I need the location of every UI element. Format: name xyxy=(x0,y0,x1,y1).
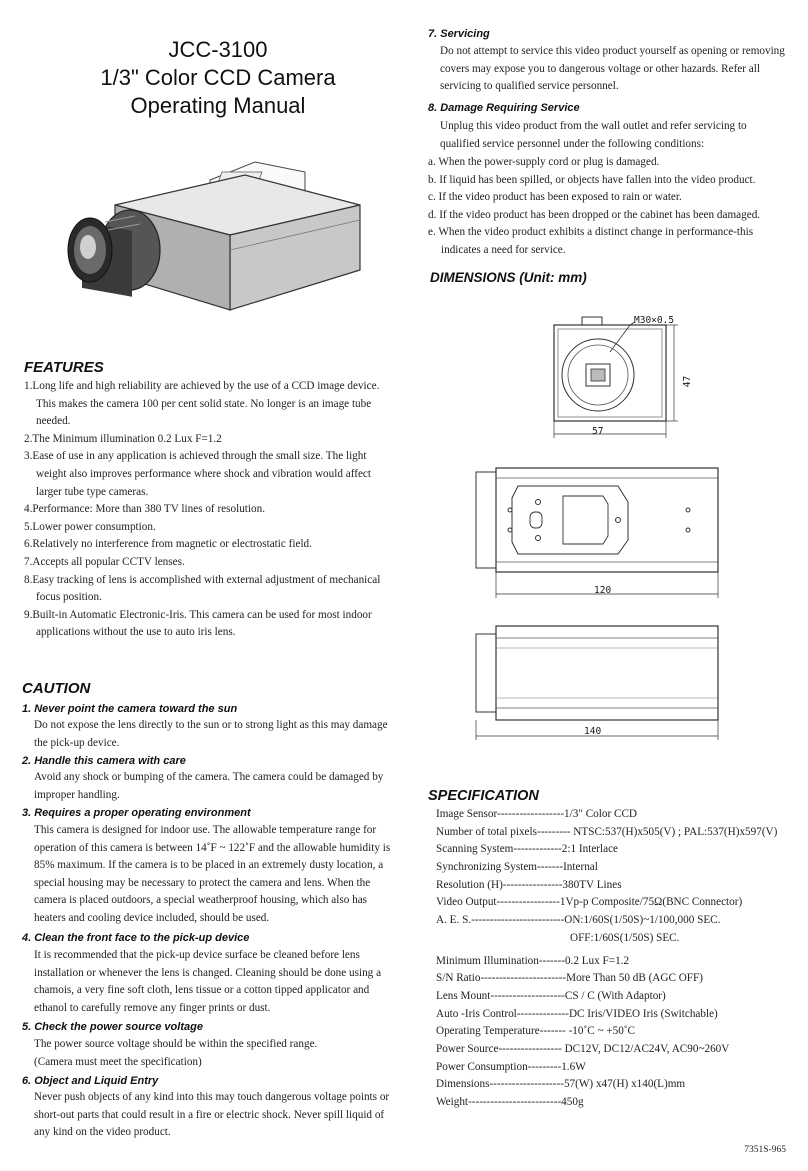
spec-row: A. E. S.-------------------------ON:1/60S(1/50S)~1/100,000 SEC. xyxy=(436,914,721,927)
caution-3-title: 3. Requires a proper operating environment xyxy=(22,807,251,819)
mount-length-label: 120 xyxy=(594,585,612,596)
caution-4-title: 4. Clean the front face to the pick-up device xyxy=(22,932,250,944)
thread-label: M30×0.5 xyxy=(634,315,675,326)
spec-row: Scanning System-------------2:1 Interlace xyxy=(436,843,619,856)
caution-2-title: 2. Handle this camera with care xyxy=(22,755,186,767)
width-label: 57 xyxy=(592,426,604,437)
caution-5-text xyxy=(34,1036,394,1071)
damage-item: a. When the power-supply cord or plug is damaged. xyxy=(428,156,660,168)
spec-row: Power Consumption---------1.6W xyxy=(436,1060,586,1073)
caution-4-text: It is recommended that the pick-up device surface be cleaned before lens installation or whenever the lens is changed. Cleaning should be done using a chamois, a very fine soft cloth, lens tissue or a cotton tipped applicator and ethanol to carefully remove any finger prints or dust. xyxy=(34,949,382,1014)
document-code: 7351S-965 xyxy=(744,1145,786,1155)
height-label: 47 xyxy=(682,375,694,388)
feature-item: 5.Lower power consumption. xyxy=(24,520,156,533)
servicing-text: Do not attempt to service this video product yourself as opening or removing covers may expose you to dangerous voltage or other hazards. Refer all servicing to qualified service personnel. xyxy=(440,45,785,93)
feature-item: 6.Relatively no interference from magnetic or electrostatic field. xyxy=(24,538,312,551)
spec-row: Dimensions--------------------57(W) x47(H) x140(L)mm xyxy=(436,1078,686,1091)
caution-5-line2: (Camera must meet the specification) xyxy=(34,1055,202,1068)
damage-item: d. If the video product has been dropped or the cabinet has been damaged. xyxy=(428,208,761,221)
feature-item: 4.Performance: More than 380 TV lines of resolution. xyxy=(24,503,266,516)
caution-1-title: 1. Never point the camera toward the sun xyxy=(22,703,238,715)
camera-illustration xyxy=(60,150,370,320)
spec-row: Resolution (H)----------------380TV Lines xyxy=(436,878,622,891)
caution-6-text: Never push objects of any kind into this may touch dangerous voltage points or short-out parts that could result in a fire or electric shock. Never spill liquid of any kind on the video product. xyxy=(34,1091,390,1139)
spec-row: Lens Mount--------------------CS / C (With Adaptor) xyxy=(436,989,666,1002)
damage-list xyxy=(428,154,793,260)
damage-item: b. If liquid has been spilled, or objects have fallen into the video product. xyxy=(428,173,756,186)
caution-6-title: 6. Object and Liquid Entry xyxy=(22,1075,159,1087)
spec-row: Auto -Iris Control--------------DC Iris/VIDEO Iris (Switchable) xyxy=(436,1007,718,1020)
spec-row: Number of total pixels--------- NTSC:537(H)x505(V) ; PAL:537(H)x597(V) xyxy=(436,825,778,838)
spec-row: OFF:1/60S(1/50S) SEC. xyxy=(570,931,680,944)
title-product: 1/3" Color CCD Camera xyxy=(100,65,336,90)
caution-heading: CAUTION xyxy=(22,680,91,697)
caution-3-text: This camera is designed for indoor use. The allowable temperature range for operation of this camera is between 14˚F ~ 122˚F and the allowable humidity is 85% maximum. If the camera is to be placed in an extremely dusty location, a special housing may be necessary to protect the camera and lens. When the camera is placed outdoors, a special weatherproof housing, which also has heaters and cooling device included, should be used. xyxy=(34,824,391,924)
spec-row: Weight-------------------------450g xyxy=(436,1096,584,1108)
damage-heading: 8. Damage Requiring Service xyxy=(428,102,580,114)
features-heading: FEATURES xyxy=(24,359,104,376)
damage-item: e. When the video product exhibits a distinct change in performance-this indicates a need for service. xyxy=(428,226,754,256)
spec-row: Power Source----------------- DC12V, DC12/AC24V, AC90~260V xyxy=(436,1042,730,1055)
servicing-heading: 7. Servicing xyxy=(428,28,490,40)
front-view-drawing xyxy=(540,310,690,445)
feature-item: 3.Ease of use in any application is achieved through the small size. The light weight also improves performance where shock and vibration would affect larger tube type cameras. xyxy=(24,450,371,498)
spec-row: Minimum Illumination-------0.2 Lux F=1.2 xyxy=(436,954,630,967)
spec-row: Image Sensor------------------1/3" Color CCD xyxy=(436,808,637,820)
caution-2-text: Avoid any shock or bumping of the camera. The camera could be damaged by improper handling. xyxy=(34,771,384,801)
spec-row: Operating Temperature------- -10˚C ~ +50˚C xyxy=(436,1025,635,1038)
title-model: JCC-3100 xyxy=(168,37,268,62)
feature-item: 7.Accepts all popular CCTV lenses. xyxy=(24,555,185,568)
damage-item: c. If the video product has been exposed to rain or water. xyxy=(428,191,682,204)
features-list xyxy=(24,378,394,642)
top-view-drawing xyxy=(468,462,728,602)
spec-row: S/N Ratio-----------------------More Than 50 dB (AGC OFF) xyxy=(436,972,703,985)
caution-5-title: 5. Check the power source voltage xyxy=(22,1021,203,1033)
feature-item: 1.Long life and high reliability are achieved by the use of a CCD image device. This makes the camera 100 per cent solid state. No longer is an image tube needed. xyxy=(24,380,380,428)
spec-row: Synchronizing System-------Internal xyxy=(436,861,598,874)
title-manual: Operating Manual xyxy=(130,93,306,118)
feature-item: 2.The Minimum illumination 0.2 Lux F=1.2 xyxy=(24,432,222,445)
body-length-label: 140 xyxy=(584,726,602,737)
spec-row: Video Output-----------------1Vp-p Composite/75Ω(BNC Connector) xyxy=(436,896,743,909)
document-title xyxy=(28,36,408,120)
feature-item: 9.Built-in Automatic Electronic-Iris. This camera can be used for most indoor applications without the use to auto iris lens. xyxy=(24,608,372,639)
dimensions-heading: DIMENSIONS (Unit: mm) xyxy=(430,270,587,285)
damage-intro: Unplug this video product from the wall outlet and refer servicing to qualified service personnel under the following conditions: xyxy=(440,120,747,150)
spec-heading: SPECIFICATION xyxy=(428,788,539,804)
spec-table xyxy=(436,806,800,1112)
caution-1-text: Do not expose the lens directly to the sun or to strong light as this may damage the pick-up device. xyxy=(34,719,388,749)
feature-item: 8.Easy tracking of lens is accomplished with external adjustment of mechanical focus position. xyxy=(24,573,381,604)
caution-5-line1: The power source voltage should be within the specified range. xyxy=(34,1038,318,1050)
